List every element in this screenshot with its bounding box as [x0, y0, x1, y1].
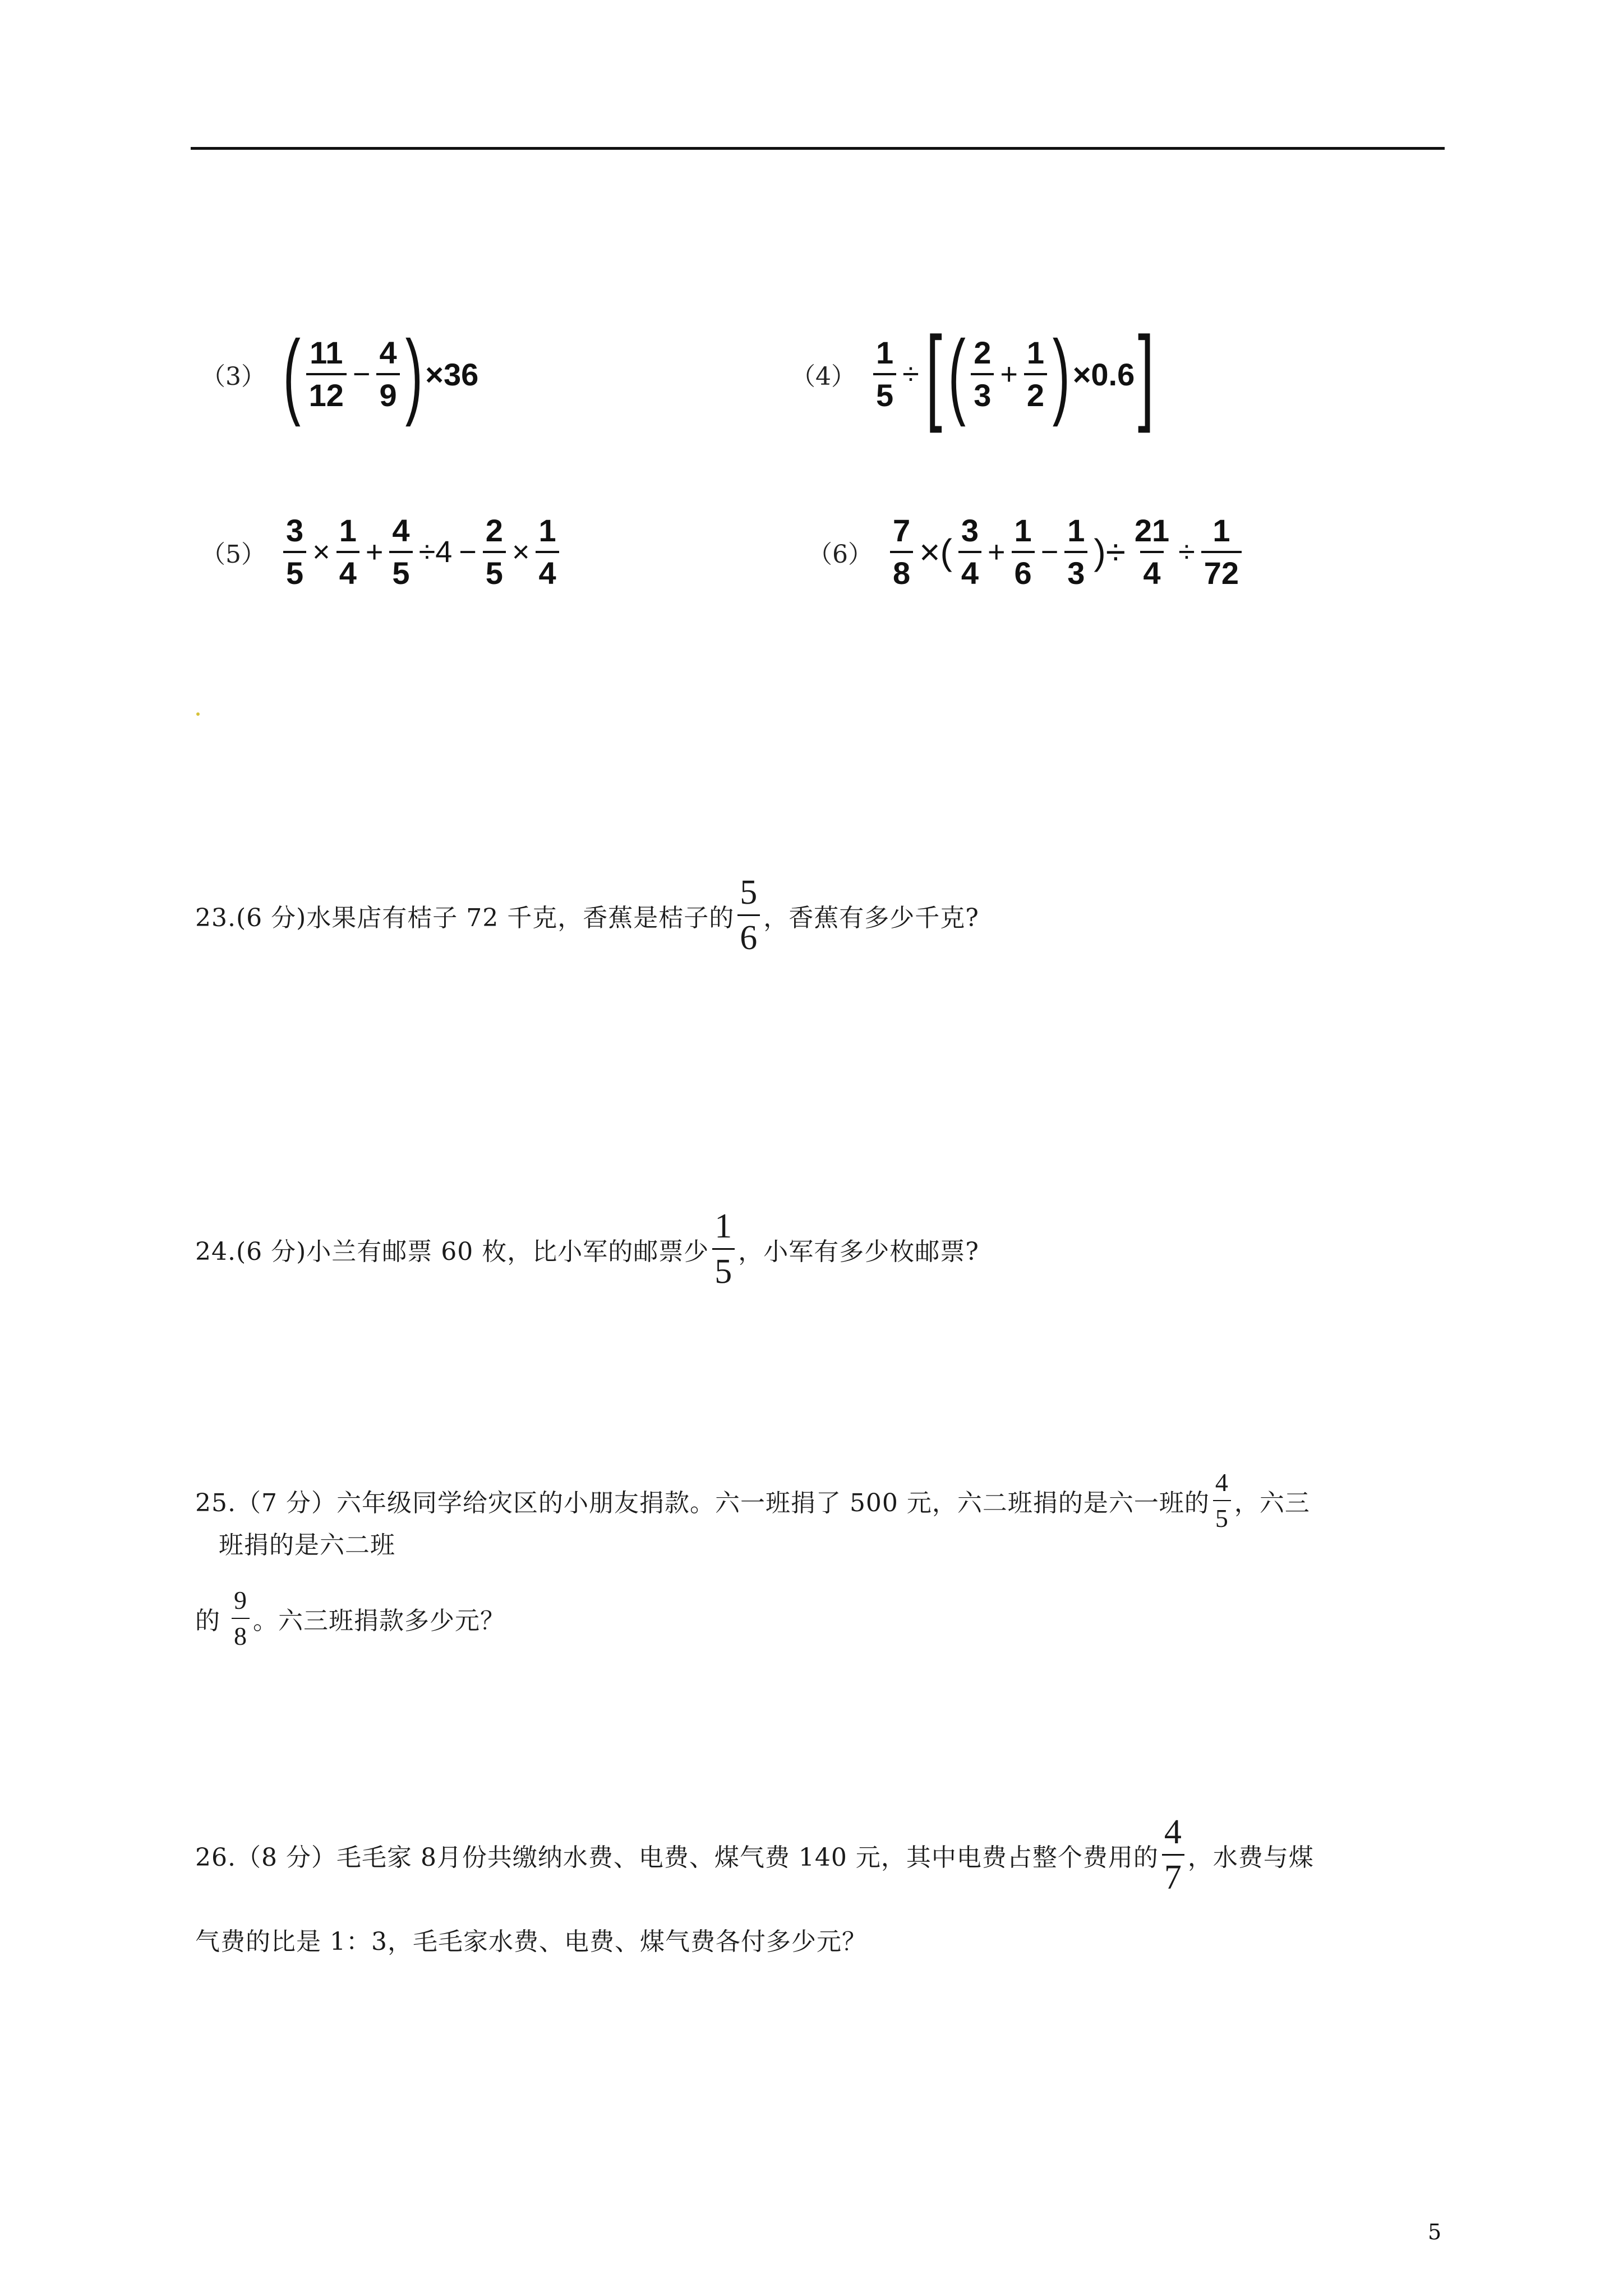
- question-text: ，小军有多少枚邮票?: [738, 1237, 979, 1266]
- page-number: 5: [1428, 2220, 1442, 2244]
- right-paren: ): [405, 321, 423, 427]
- expression-3: [201, 321, 479, 427]
- times-term: ×36: [425, 356, 479, 392]
- divide-term: ÷4: [418, 535, 453, 569]
- expression-label: （5）: [201, 540, 266, 569]
- question-24: [195, 1209, 979, 1289]
- right-paren: ): [1052, 321, 1070, 427]
- question-26-line-2: 气费的比是 1：3，毛毛家水费、电费、煤气费各付多少元？: [195, 1927, 867, 1956]
- left-bracket: [: [925, 315, 942, 434]
- stray-mark: [196, 712, 200, 716]
- expression-label: （3）: [201, 362, 266, 391]
- fraction: 4 7: [1162, 1815, 1184, 1895]
- question-26-line-1: [195, 1815, 1314, 1895]
- times-open-paren: ×(: [919, 532, 952, 572]
- fraction: $\frac{4}{5}$: [389, 515, 412, 589]
- plus-operator: +: [365, 535, 384, 569]
- fraction: 1 5: [712, 1209, 735, 1289]
- question-25-line-1: [195, 1470, 1310, 1531]
- left-paren: (: [283, 321, 301, 427]
- expression-label: （6）: [808, 540, 873, 569]
- times-term: ×0.6: [1072, 356, 1135, 392]
- fraction: $\frac{1}{2}$: [1024, 337, 1047, 411]
- fraction: $\frac{1}{4}$: [536, 515, 559, 589]
- question-text: ，水费与煤: [1187, 1843, 1314, 1872]
- expression-4: [791, 315, 1158, 434]
- fraction: $\frac{3}{5}$: [283, 515, 306, 589]
- expression-5: [201, 515, 562, 589]
- question-text: 23.(6 分)水果店有桔子 72 千克，香蕉是桔子的: [195, 903, 735, 932]
- plus-operator: +: [1000, 357, 1018, 391]
- expression-6: [808, 515, 1244, 589]
- question-text: 的: [195, 1607, 220, 1635]
- fraction: $\frac{11}{12}$: [306, 337, 347, 411]
- question-23: [195, 875, 979, 955]
- question-text: 。六三班捐款多少元？: [253, 1607, 505, 1635]
- fraction: $\frac{7}{8}$: [890, 515, 913, 589]
- fraction: $\frac{1}{3}$: [1064, 515, 1087, 589]
- close-paren-divide: )÷: [1094, 532, 1126, 572]
- fraction: $\frac{1}{5}$: [873, 337, 896, 411]
- minus-operator: −: [1040, 535, 1059, 569]
- left-paren: (: [948, 321, 966, 427]
- header-rule: [191, 147, 1445, 150]
- question-text: 26.（8 分）毛毛家 8月份共缴纳水费、电费、煤气费 140 元，其中电费占整个费用的: [195, 1843, 1159, 1872]
- fraction: $\frac{1}{72}$: [1201, 515, 1242, 589]
- right-bracket: ]: [1138, 315, 1155, 434]
- question-25-line-3: [195, 1588, 505, 1649]
- minus-operator: −: [459, 535, 477, 569]
- fraction: 9 8: [232, 1588, 250, 1649]
- fraction: $\frac{2}{5}$: [483, 515, 506, 589]
- fraction: $\frac{1}{6}$: [1012, 515, 1035, 589]
- fraction: $\frac{2}{3}$: [971, 337, 994, 411]
- expression-label: （4）: [791, 362, 856, 391]
- question-text: ，六三: [1234, 1489, 1310, 1517]
- times-operator: ×: [511, 535, 530, 569]
- plus-operator: +: [988, 535, 1006, 569]
- fraction: $\frac{1}{4}$: [336, 515, 359, 589]
- question-text: ，香蕉有多少千克?: [763, 903, 979, 932]
- fraction: 5 6: [737, 875, 760, 955]
- question-text: 24.(6 分)小兰有邮票 60 枚，比小军的邮票少: [195, 1237, 709, 1266]
- fraction: $\frac{4}{9}$: [376, 337, 399, 411]
- times-operator: ×: [312, 535, 330, 569]
- fraction: $\frac{3}{4}$: [958, 515, 981, 589]
- question-25-line-2: 班捐的是六二班: [219, 1531, 395, 1559]
- minus-operator: −: [352, 357, 371, 391]
- fraction: 4 5: [1213, 1470, 1231, 1531]
- divide-operator: ÷: [1178, 535, 1195, 569]
- fraction: $\frac{21}{4}$: [1134, 513, 1170, 591]
- question-text: 25.（7 分）六年级同学给灾区的小朋友捐款。六一班捐了 500 元，六二班捐的是六一班的: [195, 1489, 1210, 1517]
- divide-operator: ÷: [902, 357, 919, 391]
